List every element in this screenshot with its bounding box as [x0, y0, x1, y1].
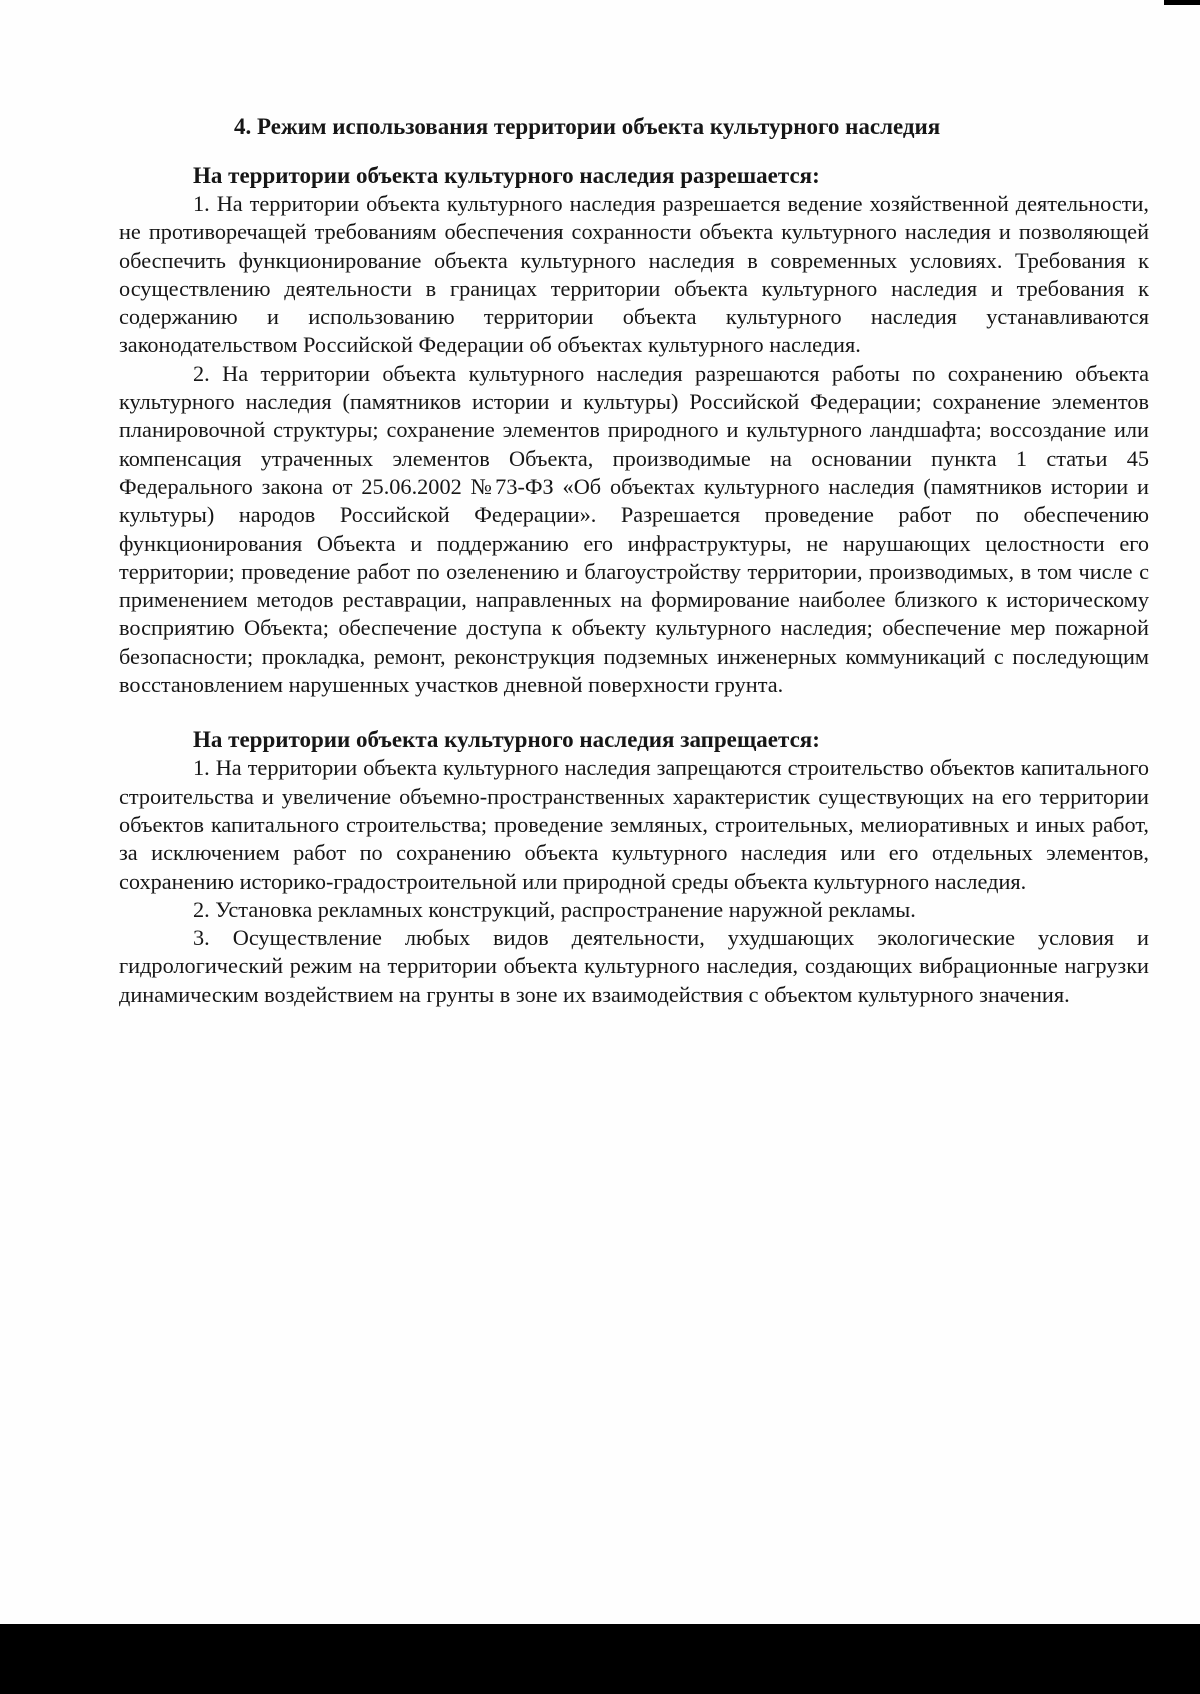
section-title: 4. Режим использования территории объекта культурного наследия — [234, 114, 941, 139]
prohibited-item-3: 3. Осуществление любых видов деятельности, ухудшающих экологические условия и гидрологический режим на территории объекта культурного наследия, создающих вибрационные нагрузки динамическим воздействием на грунты в зоне их взаимодействия с объектом культурного значения. — [119, 925, 1149, 1007]
section-spacer — [119, 699, 1149, 726]
prohibited-item-2: 2. Установка рекламных конструкций, распространение наружной рекламы. — [193, 896, 916, 922]
permitted-item-1: 1. На территории объекта культурного наследия разрешается ведение хозяйственной деятельности, не противоречащей требованиям обеспечения сохранности объекта культурного наследия и позволяющей обеспечить функционирование объекта культурного наследия в современных условиях. Требования к осуществлению деятельности в границах территории объекта культурного наследия и требования к содержанию и использованию территории объекта культурного наследия устанавливаются законодательством Российской Федерации об объектах культурного наследия. — [119, 191, 1149, 358]
permitted-item-2: 2. На территории объекта культурного наследия разрешаются работы по сохранению объекта культурного наследия (памятников истории и культуры) Российской Федерации; сохранение элементов планировочной структуры; сохранение элементов природного и культурного ландшафта; воссоздание или компенсация утраченных элементов Объекта, производимые на основании пункта 1 статьи 45 Федерального закона от 25.06.2002 №73-ФЗ «Об объектах культурного наследия (памятников истории и культуры) народов Российской Федерации». Разрешается проведение работ по обеспечению функционирования Объекта и поддержанию его инфраструктуры, не нарушающих целостности его территории; проведение работ по озеленению и благоустройству территории, производимых, в том числе с применением методов реставрации, направленных на формирование наиболее близкого к историческому восприятию Объекта; обеспечение доступа к объекту культурного наследия; обеспечение мер пожарной безопасности; прокладка, ремонт, реконструкция подземных инженерных коммуникаций с последующим восстановлением нарушенных участков дневной поверхности грунта. — [119, 360, 1149, 698]
prohibited-heading: На территории объекта культурного наследия запрещается: — [193, 727, 820, 753]
permitted-heading: На территории объекта культурного наследия разрешается: — [193, 163, 820, 188]
prohibited-section — [119, 726, 1149, 1009]
scan-edge-mark — [1164, 0, 1200, 5]
permitted-section — [119, 162, 1149, 699]
scan-bottom-border — [0, 1624, 1200, 1694]
document-body — [119, 112, 1149, 1009]
prohibited-item-1: 1. На территории объекта культурного наследия запрещаются строительство объектов капитального строительства и увеличение объемно-пространственных характеристик существующих на его территории объектов капитального строительства; проведение земляных, строительных, мелиоративных и иных работ, за исключением работ по сохранению объекта культурного наследия или его отдельных элементов, сохранению историко-градостроительной или природной среды объекта культурного наследия. — [119, 755, 1149, 894]
